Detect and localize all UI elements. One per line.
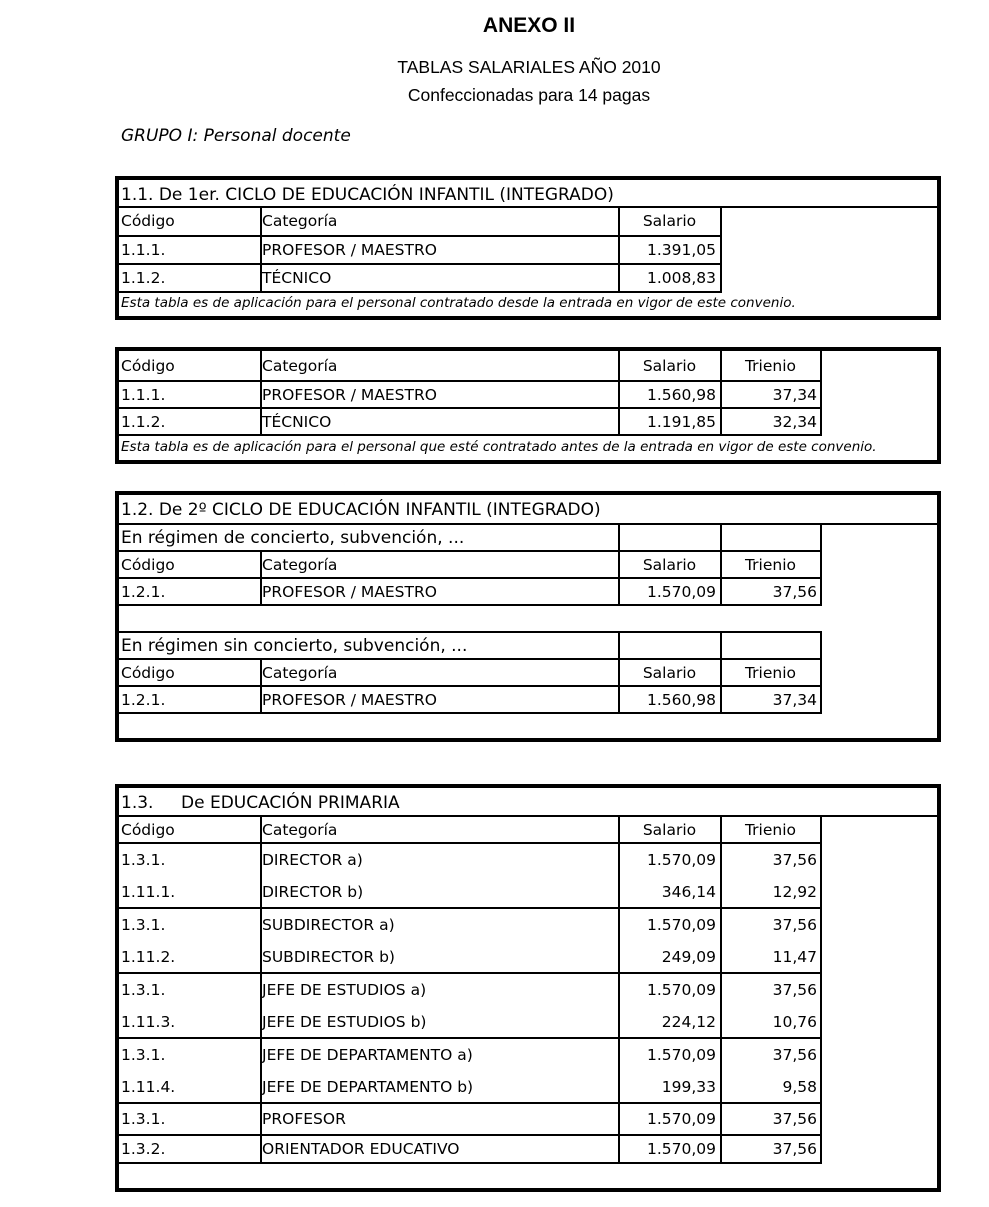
- table-1-2: [115, 491, 941, 742]
- row-salary: 1.570,09: [646, 583, 716, 601]
- row-trienio: 11,47: [772, 948, 817, 966]
- col-header-categoria: Categoría: [262, 556, 338, 574]
- subsection-row: [119, 633, 937, 660]
- table-note: Esta tabla es de aplicación para el personal que esté contratado antes de la entrada en vigor de este convenio.: [121, 439, 877, 455]
- col-header-codigo: Código: [121, 212, 175, 230]
- row-trienio: 12,92: [772, 883, 817, 901]
- table-row: [119, 1009, 937, 1036]
- table-header-row: [119, 552, 937, 579]
- table-row: [119, 1106, 937, 1133]
- row-code: 1.2.1.: [121, 691, 166, 709]
- row-code: 1.11.2.: [121, 948, 176, 966]
- col-header-trienio: Trienio: [744, 821, 797, 839]
- document-subtitle: TABLAS SALARIALES AÑO 2010: [397, 57, 661, 77]
- col-header-categoria: Categoría: [262, 664, 338, 682]
- row-category: PROFESOR / MAESTRO: [262, 691, 437, 709]
- row-salary: 346,14: [661, 883, 716, 901]
- row-code: 1.1.1.: [121, 386, 166, 404]
- col-header-codigo: Código: [121, 357, 175, 375]
- table-row: [119, 1136, 937, 1163]
- row-salary: 1.570,09: [646, 916, 716, 934]
- table-title: 1.2. De 2º CICLO DE EDUCACIÓN INFANTIL (INTEGRADO): [121, 500, 601, 520]
- table-row: [119, 1042, 937, 1069]
- table-title: De EDUCACIÓN PRIMARIA: [181, 793, 400, 813]
- row-salary: 1.570,09: [646, 1046, 716, 1064]
- col-header-categoria: Categoría: [262, 212, 338, 230]
- row-category: ORIENTADOR EDUCATIVO: [262, 1140, 460, 1158]
- row-code: 1.1.1.: [121, 241, 166, 259]
- col-header-trienio: Trienio: [744, 357, 797, 375]
- row-salary: 224,12: [661, 1013, 716, 1031]
- row-category: JEFE DE DEPARTAMENTO b): [262, 1078, 474, 1096]
- row-category: DIRECTOR b): [262, 883, 364, 901]
- table-header-row: [119, 817, 937, 844]
- row-trienio: 10,76: [772, 1013, 817, 1031]
- row-salary: 249,09: [661, 948, 716, 966]
- row-salary: 199,33: [661, 1078, 716, 1096]
- row-code: 1.11.4.: [121, 1078, 176, 1096]
- row-category: PROFESOR: [262, 1110, 346, 1128]
- row-category: PROFESOR / MAESTRO: [262, 386, 437, 404]
- row-category: TÉCNICO: [262, 413, 332, 431]
- row-code: 1.1.2.: [121, 413, 166, 431]
- table-title-row: [119, 182, 937, 209]
- row-code: 1.3.2.: [121, 1140, 166, 1158]
- group-heading: GRUPO I: Personal docente: [121, 126, 351, 146]
- table-title-row: [119, 790, 937, 817]
- row-salary: 1.560,98: [646, 386, 716, 404]
- table-row: [119, 382, 937, 409]
- row-trienio: 37,56: [772, 1110, 817, 1128]
- row-trienio: 37,56: [772, 981, 817, 999]
- table-row: [119, 409, 937, 436]
- subsection-row: [119, 525, 937, 552]
- row-trienio: 37,34: [772, 386, 817, 404]
- subsection-title: En régimen de concierto, subvención, ...: [121, 528, 465, 548]
- row-salary: 1.391,05: [646, 241, 716, 259]
- row-category: DIRECTOR a): [262, 851, 363, 869]
- row-trienio: 37,56: [772, 851, 817, 869]
- row-trienio: 32,34: [772, 413, 817, 431]
- row-salary: 1.570,09: [646, 1140, 716, 1158]
- table-note: Esta tabla es de aplicación para el personal contratado desde la entrada en vigor de este convenio.: [121, 295, 796, 311]
- row-code: 1.2.1.: [121, 583, 166, 601]
- row-salary: 1.191,85: [646, 413, 716, 431]
- col-header-trienio: Trienio: [744, 664, 797, 682]
- row-category: SUBDIRECTOR a): [262, 916, 395, 934]
- row-code: 1.3.1.: [121, 981, 166, 999]
- row-trienio: 9,58: [782, 1078, 817, 1096]
- col-header-codigo: Código: [121, 821, 175, 839]
- col-header-categoria: Categoría: [262, 821, 338, 839]
- table-row: [119, 977, 937, 1004]
- row-code: 1.11.1.: [121, 883, 176, 901]
- document-subtitle-pagas: Confeccionadas para 14 pagas: [407, 85, 651, 105]
- table-row: [119, 237, 937, 264]
- row-category: SUBDIRECTOR b): [262, 948, 395, 966]
- table-header-row: [119, 660, 937, 687]
- table-1-3: [115, 784, 941, 1192]
- row-salary: 1.560,98: [646, 691, 716, 709]
- row-trienio: 37,56: [772, 1140, 817, 1158]
- row-code: 1.3.1.: [121, 851, 166, 869]
- table-title-row: [119, 497, 937, 524]
- subsection-title: En régimen sin concierto, subvención, ...: [121, 636, 468, 656]
- row-code: 1.3.1.: [121, 916, 166, 934]
- col-header-codigo: Código: [121, 556, 175, 574]
- table-title: 1.1. De 1er. CICLO DE EDUCACIÓN INFANTIL (INTEGRADO): [121, 185, 614, 205]
- col-header-trienio: Trienio: [744, 556, 797, 574]
- col-header-salario: Salario: [642, 357, 697, 375]
- row-salary: 1.570,09: [646, 1110, 716, 1128]
- row-trienio: 37,56: [772, 916, 817, 934]
- table-header-row: [119, 353, 937, 380]
- col-header-codigo: Código: [121, 664, 175, 682]
- row-salary: 1.008,83: [646, 269, 716, 287]
- table-row: [119, 912, 937, 939]
- row-salary: 1.570,09: [646, 981, 716, 999]
- row-code: 1.11.3.: [121, 1013, 176, 1031]
- row-salary: 1.570,09: [646, 851, 716, 869]
- col-header-salario: Salario: [642, 821, 697, 839]
- row-code: 1.3.1.: [121, 1110, 166, 1128]
- row-category: PROFESOR / MAESTRO: [262, 583, 437, 601]
- row-trienio: 37,34: [772, 691, 817, 709]
- table-row: [119, 687, 937, 714]
- table-1-1: [115, 176, 941, 320]
- row-category: TÉCNICO: [262, 269, 332, 287]
- row-code: 1.1.2.: [121, 269, 166, 287]
- row-category: JEFE DE DEPARTAMENTO a): [262, 1046, 473, 1064]
- table-row: [119, 265, 937, 292]
- page-title: ANEXO II: [482, 14, 576, 37]
- table-header-row: [119, 208, 937, 235]
- row-trienio: 37,56: [772, 583, 817, 601]
- row-trienio: 37,56: [772, 1046, 817, 1064]
- row-category: JEFE DE ESTUDIOS a): [262, 981, 427, 999]
- col-header-salario: Salario: [642, 664, 697, 682]
- table-1-1-previous: [115, 347, 941, 464]
- table-row: [119, 1074, 937, 1101]
- col-header-salario: Salario: [642, 212, 697, 230]
- row-category: JEFE DE ESTUDIOS b): [262, 1013, 427, 1031]
- table-row: [119, 944, 937, 971]
- table-row: [119, 579, 937, 606]
- table-row: [119, 879, 937, 906]
- table-row: [119, 847, 937, 874]
- col-header-salario: Salario: [642, 556, 697, 574]
- col-header-categoria: Categoría: [262, 357, 338, 375]
- row-category: PROFESOR / MAESTRO: [262, 241, 437, 259]
- table-title-number: 1.3.: [121, 793, 154, 813]
- row-code: 1.3.1.: [121, 1046, 166, 1064]
